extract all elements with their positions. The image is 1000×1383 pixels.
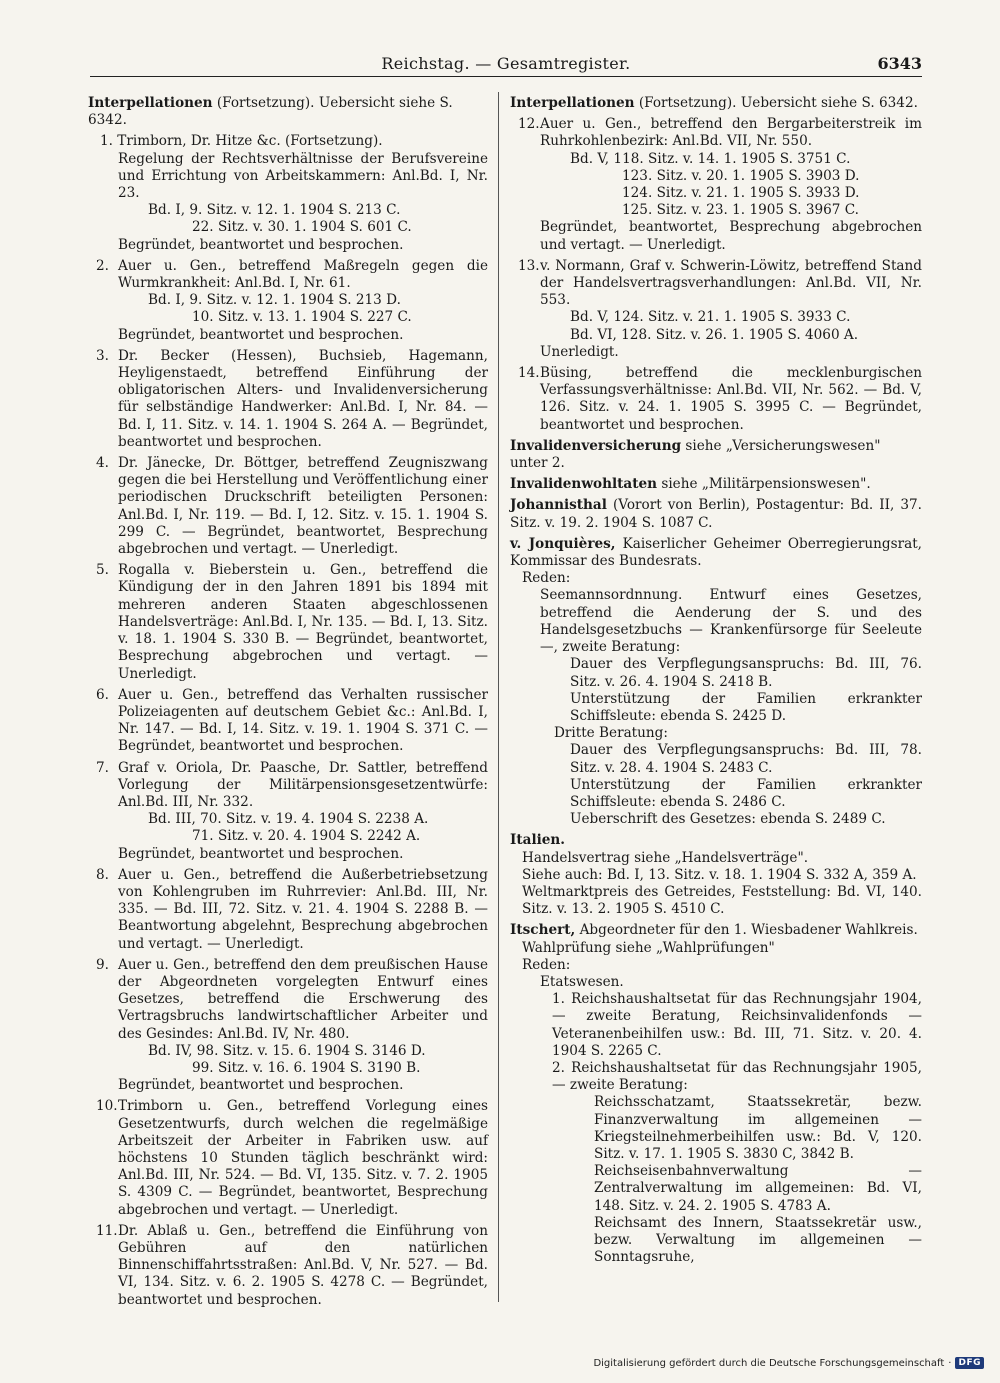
entry-ref: 124. Sitz. v. 21. 1. 1905 S. 3933 D. bbox=[622, 185, 860, 202]
entry-ref: Bd. V, 118. Sitz. v. 14. 1. 1905 S. 3751 C. bbox=[570, 150, 851, 167]
entry-item bbox=[510, 116, 922, 150]
entry-text: Auer u. Gen., betreffend den Bergarbeiterstreik im Ruhrkohlenbezirk: Anl.Bd. VII, Nr. 550. bbox=[540, 116, 922, 150]
entry-text: Trimborn u. Gen., betreffend Vorlegung eines Gesetzentwurfs, durch welchen die regelmäßige Arbeitszeit der Arbeiter in Fabriken usw. auf höchstens 10 Stunden täglich beschränkt wird: Anl.Bd. III, Nr. 524. — Bd. VI, 135. Sitz. v. 7. 2. 1905 S. 4309 C. — Begründet, beantwortet, Besprechung abgebrochen und vertagt. — Unerledigt. bbox=[118, 1098, 488, 1218]
entry-ref: Bd. VI, 128. Sitz. v. 26. 1. 1905 S. 4060 A. bbox=[570, 326, 859, 343]
index-entry bbox=[510, 536, 922, 570]
entry-number: 9. bbox=[96, 956, 109, 973]
index-entry bbox=[510, 497, 922, 531]
entry-text: siehe „Versicherungswesen" unter 2. bbox=[510, 437, 881, 472]
entry-item bbox=[88, 1223, 488, 1309]
entry-number: 2. bbox=[96, 257, 109, 274]
entry-ref: Bd. III, 70. Sitz. v. 19. 4. 1904 S. 2238 A. bbox=[148, 811, 429, 828]
entry-keyword: Johannisthal bbox=[510, 497, 607, 514]
index-subentry: Wahlprüfung siehe „Wahlprüfungen" bbox=[522, 939, 775, 956]
entry-number: 12. bbox=[518, 116, 540, 133]
entry-ref: 125. Sitz. v. 23. 1. 1905 S. 3967 C. bbox=[622, 202, 859, 219]
entry-text: Auer u. Gen., betreffend den dem preußischen Hause der Abgeordneten vorgelegten Entwurf eines Gesetzes, betreffend die Erschwerung des Vertragsbruchs landwirtschaftlicher Arbeiter und des Gesindes: Anl.Bd. IV, Nr. 480. bbox=[118, 956, 488, 1042]
entry-result: Begründet, beantwortet und besprochen. bbox=[118, 845, 404, 862]
entry-result: Begründet, beantwortet und besprochen. bbox=[118, 236, 404, 253]
entry-item bbox=[510, 365, 922, 434]
speech-ref: Unterstützung der Familien erkrankter Schiffsleute: ebenda S. 2486 C. bbox=[570, 776, 922, 810]
speech-ref: Reichsamt des Innern, Staatssekretär usw., bezw. Verwaltung im allgemeinen — Sonntagsruhe, bbox=[594, 1214, 922, 1266]
index-subentry: Handelsvertrag siehe „Handelsverträge". bbox=[522, 849, 809, 866]
speech-ref: Reichsschatzamt, Staatssekretär, bezw. Finanzverwaltung im allgemeinen — Kriegsteilnehmerbeihilfen usw.: Bd. V, 120. Sitz. v. 17. 1. 1905 S. 3830 C, 3842 B. bbox=[594, 1094, 922, 1162]
entry-text: Auer u. Gen., betreffend das Verhalten russischer Polizeiagenten auf deutschem Gebiet &c.: Anl.Bd. I, Nr. 147. — Bd. I, 14. Sitz. v. 19. 1. 1904 S. 371 C. — Begründet, beantwortet und besprochen. bbox=[118, 686, 488, 755]
entry-ref: Bd. I, 9. Sitz. v. 12. 1. 1904 S. 213 D. bbox=[148, 292, 401, 309]
speeches-label: Reden: bbox=[522, 570, 571, 587]
page-number: 6343 bbox=[877, 54, 922, 73]
entry-text: Graf v. Oriola, Dr. Paasche, Dr. Sattler, betreffend Vorlegung der Militärpensionsgesetzentwürfe: Anl.Bd. III, Nr. 332. bbox=[118, 759, 488, 810]
entry-item bbox=[88, 867, 488, 953]
entry-text: Auer u. Gen., betreffend Maßregeln gegen die Wurmkrankheit: Anl.Bd. I, Nr. 61. bbox=[118, 257, 488, 292]
entry-ref: 10. Sitz. v. 13. 1. 1904 S. 227 C. bbox=[192, 309, 412, 326]
index-entry bbox=[510, 476, 922, 493]
entry-result: Begründet, beantwortet und besprochen. bbox=[118, 1077, 404, 1094]
index-heading: Italien. bbox=[510, 832, 566, 849]
entry-number: 11. bbox=[96, 1222, 118, 1239]
entry-text: Abgeordneter für den 1. Wiesbadener Wahlkreis. bbox=[575, 922, 918, 939]
entry-keyword: Itschert, bbox=[510, 922, 576, 939]
speech-ref: Ueberschrift des Gesetzes: ebenda S. 2489 C. bbox=[570, 811, 886, 828]
entry-item bbox=[88, 348, 488, 451]
entry-number: 10. bbox=[96, 1098, 118, 1115]
section-heading bbox=[510, 95, 922, 112]
entry-number: 4. bbox=[96, 455, 109, 472]
speech-ref: Unterstützung der Familien erkrankter Schiffsleute: ebenda S. 2425 D. bbox=[570, 690, 922, 724]
entry-ref: 123. Sitz. v. 20. 1. 1905 S. 3903 D. bbox=[622, 167, 860, 184]
entry-result: Unerledigt. bbox=[540, 343, 619, 360]
heading-rest: (Fortsetzung). Uebersicht siehe S. 6342. bbox=[88, 95, 453, 129]
left-column bbox=[88, 95, 488, 1313]
entry-number: 8. bbox=[96, 866, 109, 883]
entry-keyword: Invalidenversicherung bbox=[510, 437, 682, 454]
index-subentry: Weltmarktpreis des Getreides, Feststellung: Bd. VI, 140. Sitz. v. 13. 2. 1905 S. 4510 C. bbox=[522, 883, 922, 918]
entry-number: 7. bbox=[96, 759, 109, 776]
entry-ref: 99. Sitz. v. 16. 6. 1904 S. 3190 B. bbox=[192, 1059, 421, 1076]
entry-number: 13. bbox=[518, 257, 540, 274]
entry-text: Regelung der Rechtsverhältnisse der Berufsvereine und Errichtung von Arbeitskammern: Anl.Bd. I, Nr. 23. bbox=[118, 150, 488, 202]
entry-number: 5. bbox=[96, 562, 109, 579]
running-title: Reichstag. — Gesamtregister. bbox=[381, 54, 631, 73]
speech-ref: 1. Reichshaushaltsetat für das Rechnungsjahr 1904, — zweite Beratung, Reichsinvalidenfonds — Veteranenbeihilfen usw.: Bd. III, 71. Sitz. v. 20. 4. 1904 S. 2265 C. bbox=[552, 991, 922, 1059]
entry-ref: 22. Sitz. v. 30. 1. 1904 S. 601 C. bbox=[192, 219, 412, 236]
entry-ref: Bd. I, 9. Sitz. v. 12. 1. 1904 S. 213 C. bbox=[148, 202, 401, 219]
entry-keyword: Invalidenwohltaten bbox=[510, 476, 658, 493]
entry-item bbox=[510, 258, 922, 310]
funding-footer bbox=[593, 1357, 984, 1369]
entry-item bbox=[88, 258, 488, 292]
speech-subtopic: Dritte Beratung: bbox=[554, 725, 668, 742]
entry-text: Kaiserlicher Geheimer Oberregierungsrat, Kommissar des Bundesrats. bbox=[510, 535, 922, 570]
entry-keyword: v. Jonquières, bbox=[510, 535, 616, 552]
entry-text: Dr. Becker (Hessen), Buchsieb, Hagemann, Heyligenstaedt, betreffend Einführung der obligatorischen Alters- und Invalidenversicherung für selbständige Handwerker: Anl.Bd. I, Nr. 84. — Bd. I, 11. Sitz. v. 14. 1. 1904 S. 264 A. — Begründet, beantwortet und besprochen. bbox=[118, 347, 488, 450]
footer-text: Digitalisierung gefördert durch die Deutsche Forschungsgemeinschaft bbox=[593, 1357, 945, 1369]
entry-text: siehe „Militärpensionswesen". bbox=[657, 476, 871, 493]
entry-title: 1. Trimborn, Dr. Hitze &c. (Fortsetzung). bbox=[100, 133, 383, 150]
footer-separator: · bbox=[948, 1357, 952, 1369]
entry-number: 3. bbox=[96, 347, 109, 364]
entry-number: 6. bbox=[96, 686, 109, 703]
speech-ref: 2. Reichshaushaltsetat für das Rechnungsjahr 1905, — zweite Beratung: bbox=[552, 1059, 922, 1094]
entry-text: (Vorort von Berlin), Postagentur: Bd. II, 37. Sitz. v. 19. 2. 1904 S. 1087 C. bbox=[510, 497, 922, 531]
index-entry bbox=[510, 922, 922, 939]
speech-topic: Etatswesen. bbox=[540, 973, 624, 990]
right-column bbox=[510, 95, 922, 1266]
entry-item bbox=[88, 760, 488, 812]
entry-item bbox=[88, 1098, 488, 1218]
column-divider bbox=[498, 92, 499, 1302]
heading-keyword: Interpellationen bbox=[88, 95, 213, 111]
speeches-label: Reden: bbox=[522, 956, 571, 973]
speech-topic: Seemannsordnnung. Entwurf eines Gesetzes, betreffend die Aenderung der S. und des Handelsgesetzbuchs — Krankenfürsorge für Seeleute —, zweite Beratung: bbox=[540, 587, 922, 656]
heading-keyword: Interpellationen bbox=[510, 95, 635, 111]
entry-text: Auer u. Gen., betreffend die Außerbetriebsetzung von Kohlengruben im Ruhrrevier: Anl.Bd. III, Nr. 335. — Bd. III, 72. Sitz. v. 21. 4. 1904 S. 2288 B. — Beantwortung abgelehnt, Besprechung abgebrochen und vertagt. — Unerledigt. bbox=[118, 866, 488, 952]
speech-ref: Dauer des Verpflegungsanspruchs: Bd. III, 76. Sitz. v. 26. 4. 1904 S. 2418 B. bbox=[570, 656, 922, 690]
entry-result: Begründet, beantwortet und besprochen. bbox=[118, 326, 404, 343]
page-header bbox=[90, 54, 922, 77]
entry-item bbox=[88, 687, 488, 756]
entry-number: 14. bbox=[518, 365, 540, 382]
section-heading bbox=[88, 95, 488, 129]
dfg-logo-icon: DFG bbox=[955, 1357, 984, 1369]
index-subentry: Siehe auch: Bd. I, 13. Sitz. v. 18. 1. 1904 S. 332 A, 359 A. bbox=[522, 866, 917, 883]
entry-ref: Bd. V, 124. Sitz. v. 21. 1. 1905 S. 3933 C. bbox=[570, 309, 851, 326]
entry-item bbox=[88, 957, 488, 1043]
entry-ref: 71. Sitz. v. 20. 4. 1904 S. 2242 A. bbox=[192, 828, 421, 845]
entry-item bbox=[88, 455, 488, 558]
entry-ref: Bd. IV, 98. Sitz. v. 15. 6. 1904 S. 3146 D. bbox=[148, 1042, 426, 1059]
entry-text: Dr. Ablaß u. Gen., betreffend die Einführung von Gebühren auf den natürlichen Binnenschiffahrtsstraßen: Anl.Bd. V, Nr. 527. — Bd. VI, 134. Sitz. v. 6. 2. 1905 S. 4278 C. — Begründet, beantwortet und besprochen. bbox=[118, 1222, 488, 1308]
entry-text: Büsing, betreffend die mecklenburgischen Verfassungsverhältnisse: Anl.Bd. VII, Nr. 562. — Bd. V, 126. Sitz. v. 24. 1. 1905 S. 3995 C. — Begründet, beantwortet und besprochen. bbox=[540, 365, 922, 433]
heading-rest: (Fortsetzung). Uebersicht siehe S. 6342. bbox=[634, 95, 918, 111]
speech-ref: Dauer des Verpflegungsanspruchs: Bd. III, 78. Sitz. v. 28. 4. 1904 S. 2483 C. bbox=[570, 742, 922, 776]
entry-item bbox=[88, 562, 488, 682]
entry-result: Begründet, beantwortet, Besprechung abgebrochen und vertagt. — Unerledigt. bbox=[540, 219, 922, 253]
entry-text: Dr. Jänecke, Dr. Böttger, betreffend Zeugniszwang gegen die bei Herstellung und Veröffentlichung einer periodischen Druckschrift beteiligten Personen: Anl.Bd. I, Nr. 119. — Bd. I, 12. Sitz. v. 15. 1. 1904 S. 299 C. — Begründet, beantwortet, Besprechung abgebrochen und vertagt. — Unerledigt. bbox=[118, 455, 488, 558]
entry-text: v. Normann, Graf v. Schwerin-Löwitz, betreffend Stand der Handelsvertragsverhandlungen: Anl.Bd. VII, Nr. 553. bbox=[540, 257, 922, 309]
speech-ref: Reichseisenbahnverwaltung — Zentralverwaltung im allgemeinen: Bd. VI, 148. Sitz. v. 24. 2. 1905 S. 4783 A. bbox=[594, 1163, 922, 1214]
index-entry bbox=[510, 438, 922, 472]
entry-text: Rogalla v. Bieberstein u. Gen., betreffend die Kündigung der in den Jahren 1891 bis 1894 mit mehreren anderen Staaten abgeschlossenen Handelsverträge: Anl.Bd. I, Nr. 135. — Bd. I, 13. Sitz. v. 18. 1. 1904 S. 330 B. — Begründet, beantwortet, Besprechung abgebrochen und vertagt. — Unerledigt. bbox=[118, 562, 488, 682]
